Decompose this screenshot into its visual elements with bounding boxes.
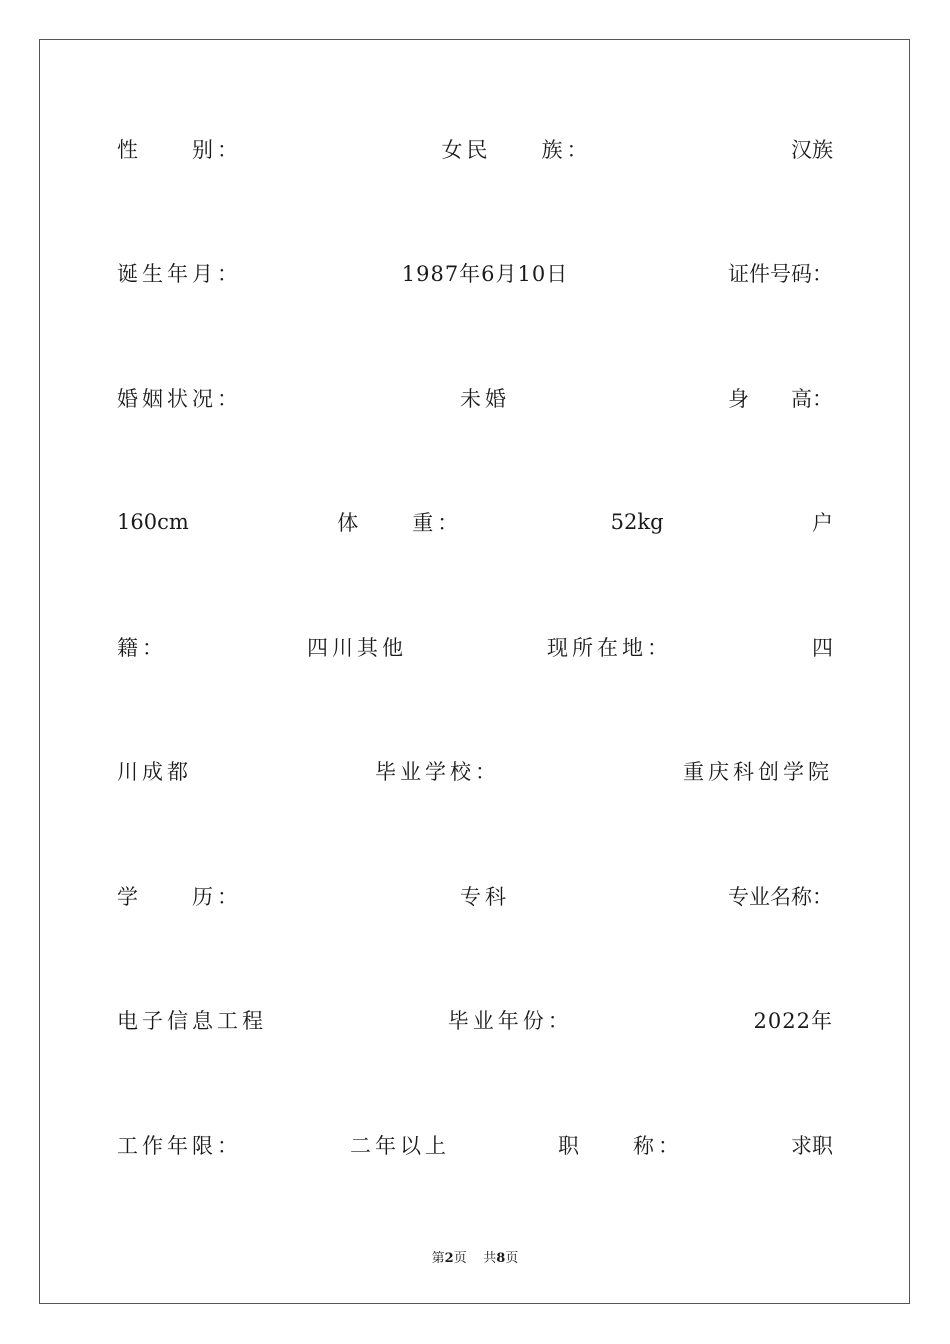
total-pages: 8 [496, 1251, 506, 1266]
page-frame [39, 39, 910, 1304]
height-value: 160cm [117, 510, 189, 534]
education-value: 专科 [460, 885, 510, 909]
page-prefix: 第 [431, 1251, 445, 1266]
location-label: 现所在地： [547, 636, 672, 660]
graduation-year-value: 2022年 [753, 1009, 833, 1033]
height-label: 身 高： [728, 387, 833, 411]
title-value: 求职 [791, 1134, 833, 1158]
experience-label: 工作年限： [117, 1134, 242, 1158]
weight-label: 体 重： [337, 511, 463, 535]
row-birth-id [117, 258, 833, 288]
birth-label: 诞生年月： [117, 262, 242, 286]
experience-value: 二年以上 [350, 1134, 450, 1158]
row-experience-title [117, 1130, 833, 1160]
gender-value-ethnicity-label: 女民 族： [441, 138, 592, 162]
school-label: 毕业学校： [375, 760, 500, 784]
marital-value: 未婚 [460, 387, 510, 411]
page-footer [0, 1247, 950, 1266]
graduation-year-label: 毕业年份： [447, 1009, 573, 1033]
page-number: 2 [444, 1251, 454, 1266]
marital-label: 婚姻状况： [117, 387, 242, 411]
id-label: 证件号码： [728, 262, 833, 286]
ethnicity-value: 汉族 [791, 138, 833, 162]
total-suffix: 页 [505, 1251, 519, 1266]
total-prefix: 共 [483, 1251, 497, 1266]
hukou-value: 四川其他 [307, 636, 407, 660]
row-education-major [117, 881, 833, 911]
birth-value: 1987年6月10日 [401, 262, 569, 286]
row-major-gradyear [117, 1005, 833, 1035]
gender-label: 性 别： [117, 138, 242, 162]
row-marital-height [117, 383, 833, 413]
row-hukou-location [117, 632, 833, 662]
weight-value: 52kg [610, 510, 664, 534]
row-height-weight [117, 507, 833, 537]
major-label: 专业名称： [728, 885, 833, 909]
row-location-school [117, 756, 833, 786]
major-value: 电子信息工程 [117, 1009, 267, 1033]
location-value-start: 四 [812, 636, 833, 660]
location-value-end: 川成都 [117, 760, 192, 784]
hukou-label-end: 籍： [117, 636, 167, 660]
row-gender-ethnicity [117, 134, 833, 164]
title-label: 职 称： [558, 1134, 683, 1158]
page-suffix: 页 [453, 1251, 467, 1266]
school-value: 重庆科创学院 [683, 760, 833, 784]
hukou-label-start: 户 [811, 511, 833, 535]
education-label: 学 历： [117, 885, 242, 909]
